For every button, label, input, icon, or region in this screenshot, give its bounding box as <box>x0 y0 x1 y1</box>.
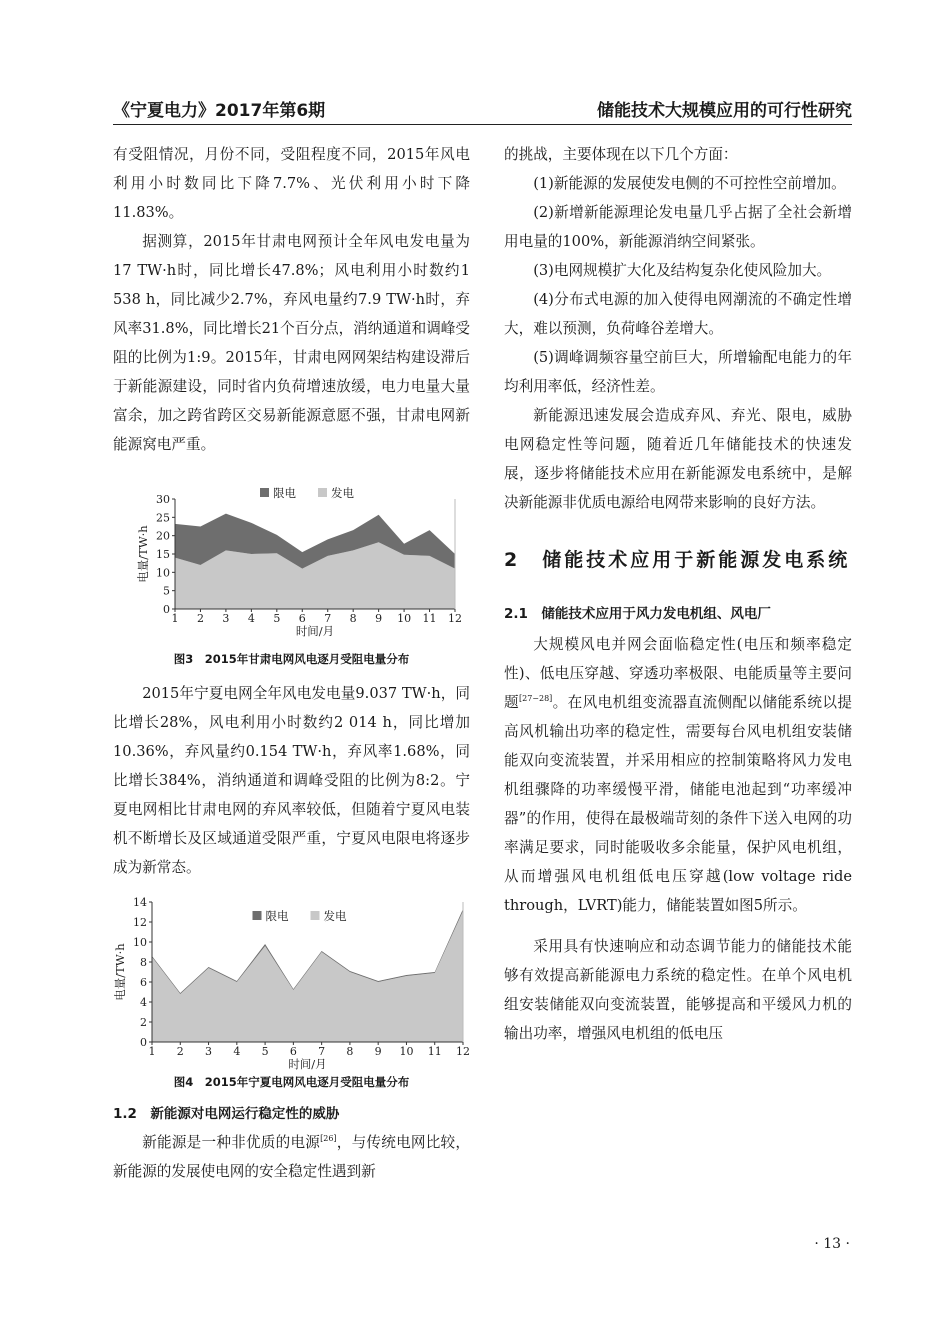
x-tick-label: 2 <box>196 612 204 625</box>
citation: [26] <box>320 1134 337 1144</box>
y-axis-label: 电量/TW·h <box>136 525 150 583</box>
x-tick-label: 4 <box>247 612 255 625</box>
legend-swatch <box>318 488 327 497</box>
left-column <box>113 140 470 1186</box>
legend-swatch <box>311 911 320 920</box>
x-tick-label: 5 <box>273 612 281 625</box>
x-tick-label: 6 <box>289 1045 297 1058</box>
y-tick-label: 20 <box>156 529 170 543</box>
x-tick-label: 4 <box>233 1045 241 1058</box>
x-axis-label: 时间/月 <box>288 1057 327 1070</box>
x-tick-label: 1 <box>171 612 179 625</box>
right-column <box>504 140 852 1048</box>
x-tick-label: 10 <box>397 612 412 625</box>
paragraph: 有受阻情况，月份不同，受阻程度不同，2015年风电利用小时数同比下降7.7%、光伏利用小时下降11.83%。 <box>113 146 470 221</box>
legend-label: 限电 <box>265 909 289 923</box>
x-tick-label: 9 <box>374 1045 382 1058</box>
paragraph: 新能源迅速发展会造成弃风、弃光、限电，威胁电网稳定性等问题，随着近几年储能技术的快速发展，逐步将储能技术应用在新能源发电系统中，是解决新能源非优质电源给电网带来影响的良好方法。 <box>504 407 852 511</box>
legend-label: 限电 <box>273 486 296 500</box>
y-tick-label: 12 <box>133 916 147 929</box>
section-1-2-heading: 1.2 新能源对电网运行稳定性的威胁 <box>113 1106 340 1122</box>
text: 大规模风电并网会面临稳定性(电压和频率稳定性)、低电压穿越、穿透功率极限、电能质量等主要问题 <box>504 636 852 711</box>
x-axis-label: 时间/月 <box>295 624 335 638</box>
y-tick-label: 25 <box>156 511 170 525</box>
x-tick-label: 2 <box>176 1045 184 1058</box>
y-tick-label: 10 <box>156 566 170 580</box>
y-tick-label: 15 <box>156 548 170 561</box>
y-tick-label: 8 <box>140 956 147 969</box>
x-tick-label: 11 <box>422 612 437 625</box>
y-tick-label: 0 <box>163 603 170 616</box>
x-tick-label: 7 <box>324 612 332 625</box>
x-tick-label: 3 <box>222 612 230 625</box>
x-tick-label: 1 <box>148 1045 156 1058</box>
paragraph: 2015年宁夏电网全年风电发电量9.037 TW·h，同比增长28%，风电利用小时数约2 014 h，同比增加10.36%，弃风量约0.154 TW·h，弃风率1.68%，同比增长384%，消纳通道和调峰受阻的比例为8:2。宁夏电网相比甘肃电网的弃风率较低，但随着宁夏风电装机不断增长及区域通道受限严重，宁夏风电限电将逐步成为新常态。 <box>113 685 470 876</box>
paragraph <box>113 1128 470 1186</box>
x-tick-label: 11 <box>427 1045 442 1058</box>
legend-swatch <box>260 488 269 497</box>
legend-label: 发电 <box>323 909 347 923</box>
paragraph <box>504 630 852 920</box>
y-tick-label: 4 <box>140 996 147 1009</box>
y-tick-label: 2 <box>140 1016 147 1029</box>
y-tick-label: 6 <box>140 976 147 989</box>
paragraph: 采用具有快速响应和动态调节能力的储能技术能够有效提高新能源电力系统的稳定性。在单个风电机组安装储能双向变流装置，能够提高和平缓风力机的输出功率，增强风电机组的低电压 <box>504 938 852 1042</box>
x-tick-label: 6 <box>298 612 306 625</box>
x-tick-label: 12 <box>456 1045 470 1058</box>
article-title-header: 储能技术大规模应用的可行性研究 <box>597 101 852 121</box>
paragraph: 据测算，2015年甘肃电网预计全年风电发电量为17 TW·h时，同比增长47.8%；风电利用小时数约1 538 h，同比减少2.7%，弃风电量约7.9 TW·h时，弃风率31.8%，同比增长21个百分点，消纳通道和调峰受阻的比例为1:9。2015年，甘肃电网网架结构建设滞后于新能源建设，同时省内负荷增速放缓，电力电量大量富余，加之跨省跨区交易新能源意愿不强，甘肃电网新能源窝电严重。 <box>113 233 470 453</box>
text: 。在风电机组变流器直流侧配以储能系统以提高风机输出功率的稳定性，需要每台风电机组安装储能双向变流装置，并采用相应的控制策略将风力发电机组骤降的功率缓慢平滑，储能电池起到“功率缓冲器”的作用，使得在最极端苛刻的条件下送入电网的功率满足要求，同时能吸收多余能量，保护风电机组，从而增强风电机组低电压穿越(low voltage ride through，LVRT)能力，储能装置如图5所示。 <box>504 694 852 914</box>
x-tick-label: 12 <box>448 612 462 625</box>
list-item: (5)调峰调频容量空前巨大，所增输配电能力的年均利用率低，经济性差。 <box>504 349 852 395</box>
page-number: · 13 · <box>814 1236 850 1252</box>
y-tick-label: 0 <box>140 1036 147 1049</box>
section-2-1-heading: 2.1 储能技术应用于风力发电机组、风电厂 <box>504 606 771 622</box>
x-tick-label: 7 <box>318 1045 326 1058</box>
section-2-heading: 2 储能技术应用于新能源发电系统 <box>504 549 851 571</box>
x-tick-label: 10 <box>399 1045 414 1058</box>
legend-label: 发电 <box>331 486 354 500</box>
figure-3-caption: 图3 2015年甘肃电网风电逐月受阻电量分布 <box>173 652 410 666</box>
legend-swatch <box>253 911 262 920</box>
x-tick-label: 9 <box>375 612 383 625</box>
y-axis-label: 电量/TW·h <box>113 943 127 1001</box>
list-item: (1)新能源的发展使发电侧的不可控性空前增加。 <box>533 175 846 192</box>
x-tick-label: 8 <box>349 612 357 625</box>
header-rule <box>113 124 852 125</box>
journal-header: 《宁夏电力》2017年第6期 <box>113 101 326 121</box>
x-tick-label: 8 <box>346 1045 354 1058</box>
list-item: (4)分布式电源的加入使得电网潮流的不确定性增大，难以预测，负荷峰谷差增大。 <box>504 291 852 337</box>
paragraph: 的挑战，主要体现在以下几个方面： <box>504 146 738 163</box>
y-tick-label: 5 <box>163 584 170 598</box>
figure-4-chart <box>113 892 470 1070</box>
y-tick-label: 30 <box>156 493 170 506</box>
x-tick-label: 5 <box>261 1045 269 1058</box>
y-tick-label: 10 <box>133 936 147 949</box>
x-tick-label: 3 <box>205 1045 213 1058</box>
figure-3-chart <box>113 477 470 647</box>
text: 新能源是一种非优质的电源 <box>142 1134 321 1151</box>
list-item: (2)新增新能源理论发电量几乎占据了全社会新增用电量的100%，新能源消纳空间紧张。 <box>504 204 852 250</box>
citation: [27−28] <box>518 694 553 704</box>
list-item: (3)电网规模扩大化及结构复杂化使风险加大。 <box>533 262 832 279</box>
figure-4-caption: 图4 2015年宁夏电网风电逐月受阻电量分布 <box>173 1075 410 1089</box>
y-tick-label: 14 <box>133 896 147 909</box>
text: ，与传统电网比较，新能源的发展使电网的安全稳定性遇到新 <box>113 1134 470 1180</box>
